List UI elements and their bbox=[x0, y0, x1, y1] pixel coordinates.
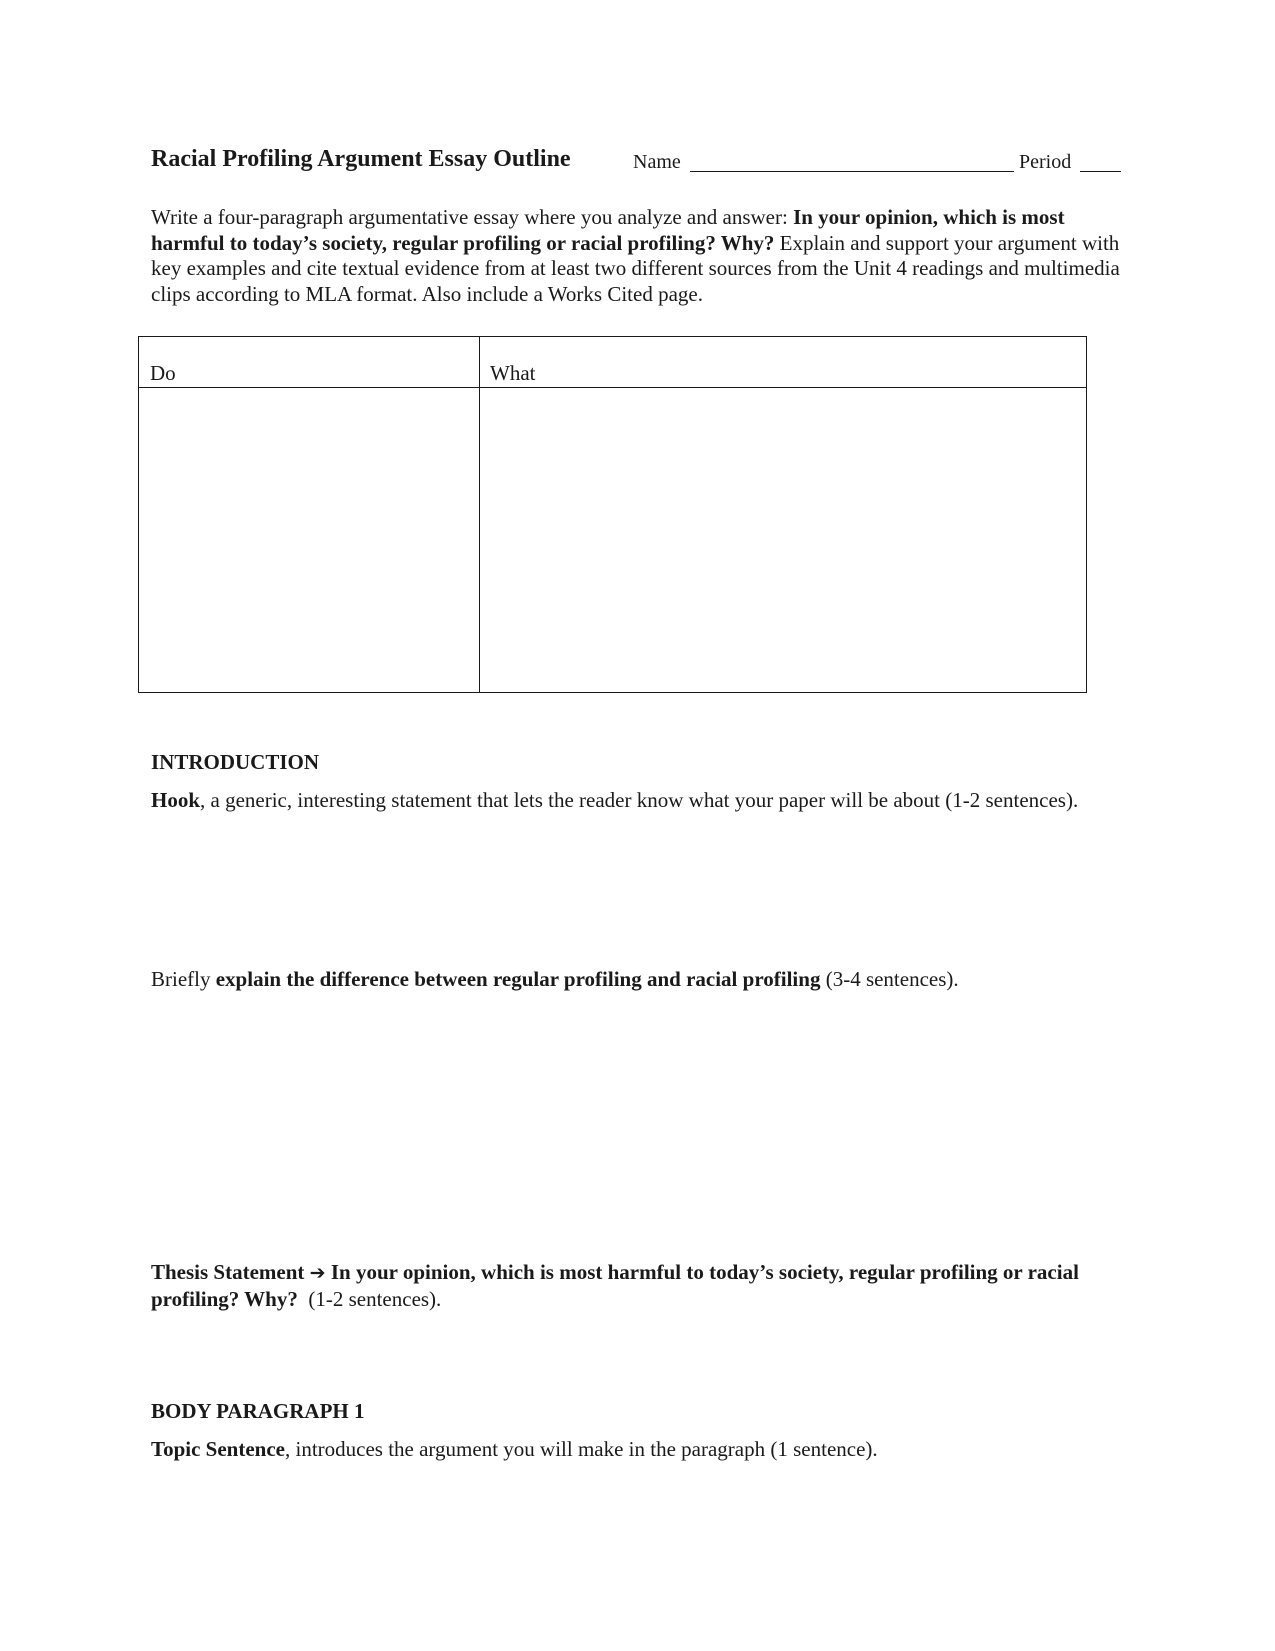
hook-instruction bbox=[151, 788, 1101, 814]
introduction-heading: INTRODUCTION bbox=[151, 750, 320, 774]
do-what-table bbox=[138, 336, 1087, 693]
hook-text: , a generic, interesting statement that lets the reader know what your paper will be about (1-2 sentences). bbox=[200, 788, 1079, 812]
hook-label: Hook bbox=[151, 788, 201, 812]
page-title: Racial Profiling Argument Essay Outline bbox=[151, 146, 571, 172]
body-paragraph-1-heading: BODY PARAGRAPH 1 bbox=[151, 1399, 365, 1423]
arrow-right-icon: ➔ bbox=[309, 1262, 326, 1284]
thesis-question: In your opinion, which is most harmful to today’s society, regular profiling or racial profiling? Why? bbox=[151, 1260, 1079, 1311]
name-field[interactable] bbox=[690, 171, 1014, 172]
difference-instruction bbox=[151, 967, 1126, 993]
topic-sentence-instruction bbox=[151, 1437, 1126, 1463]
difference-bold: explain the difference between regular profiling and racial profiling bbox=[215, 967, 821, 991]
thesis-suffix: (1-2 sentences). bbox=[297, 1286, 442, 1311]
topic-sentence-text: , introduces the argument you will make in the paragraph (1 sentence). bbox=[284, 1437, 878, 1461]
table-header-divider bbox=[139, 387, 1086, 388]
instructions-intro: Write a four-paragraph argumentative essay where you analyze and answer: bbox=[151, 205, 794, 229]
period-field[interactable] bbox=[1080, 171, 1121, 172]
name-label: Name bbox=[633, 151, 681, 173]
instructions-rest: Explain and support your argument with key examples and cite textual evidence from at least two different sources from the Unit 4 readings and multimedia clips according to MLA format. Also include a Works Cited page. bbox=[151, 230, 1120, 306]
instructions-question: In your opinion, which is most harmful to today’s society, regular profiling or racial profiling? Why? bbox=[151, 205, 1065, 255]
table-column-divider bbox=[479, 337, 480, 692]
topic-sentence-label: Topic Sentence bbox=[151, 1437, 285, 1461]
header-line bbox=[151, 146, 1121, 178]
table-header-what: What bbox=[490, 361, 536, 385]
instructions-paragraph bbox=[151, 205, 1126, 307]
period-label: Period bbox=[1019, 151, 1072, 173]
difference-prefix: Briefly bbox=[151, 967, 216, 991]
thesis-label: Thesis Statement bbox=[151, 1260, 305, 1284]
table-header-do: Do bbox=[150, 361, 176, 385]
thesis-instruction bbox=[151, 1260, 1126, 1312]
difference-suffix: (3-4 sentences). bbox=[820, 967, 959, 991]
